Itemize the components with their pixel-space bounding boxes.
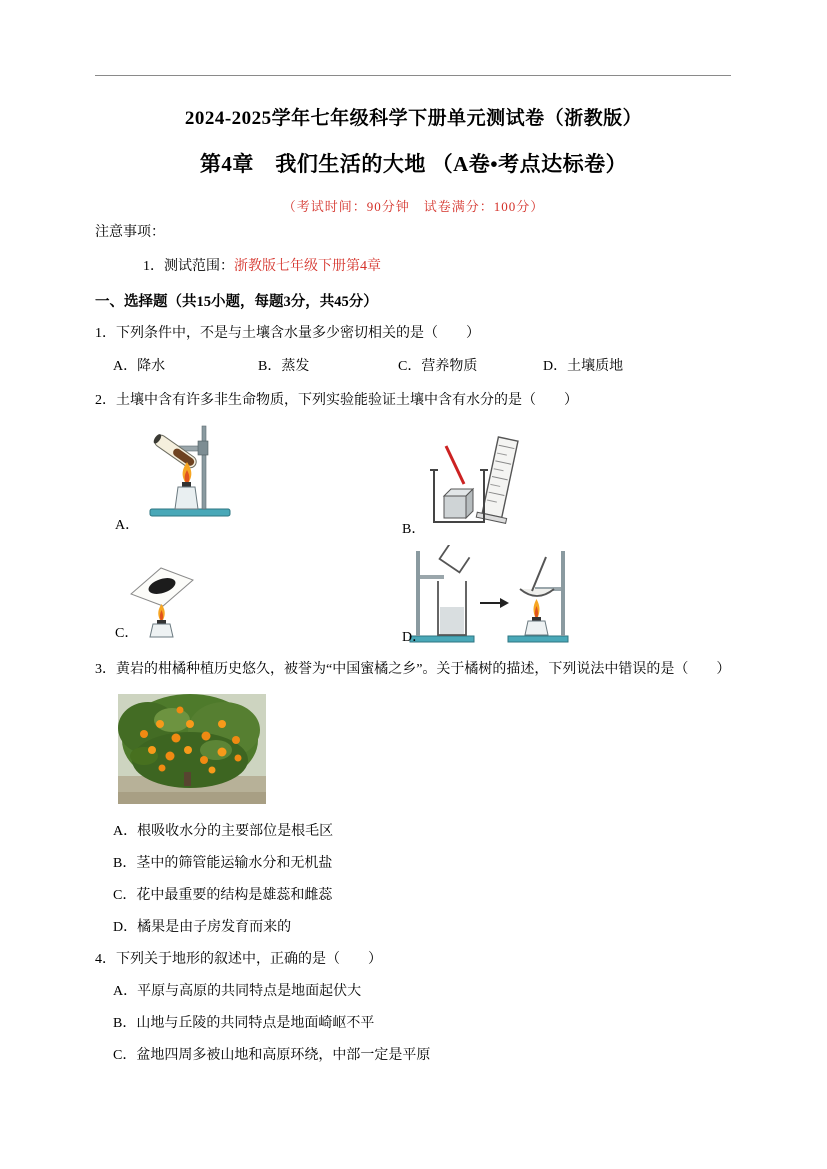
note-item-1 [143, 257, 381, 277]
exam-info: （考试时间：90分钟 试卷满分：100分） [282, 199, 545, 214]
experiment-figure-b [418, 432, 528, 528]
q1-option-b: B．蒸发 [258, 359, 310, 374]
note-item-1-prefix: 1．测试范围： [143, 259, 234, 274]
q3-option-a: A．根吸收水分的主要部位是根毛区 [113, 824, 334, 839]
q1-option-c: C．营养物质 [398, 359, 478, 374]
question-4-text: 4．下列关于地形的叙述中，正确的是（ ） [95, 952, 382, 967]
test-tube-heating-diagram [138, 420, 238, 520]
q4-option-a: A．平原与高原的共同特点是地面起伏大 [113, 984, 362, 999]
question-3-text: 3．黄岩的柑橘种植历史悠久，被誉为“中国蜜橘之乡”。关于橘树的描述，下列说法中错误的是（ ） [95, 662, 731, 677]
header-divider [95, 75, 731, 76]
paper-title: 2024-2025学年七年级科学下册单元测试卷（浙教版） [184, 108, 643, 129]
beaker-cylinder-diagram [418, 432, 528, 528]
notes-heading: 注意事项： [95, 225, 165, 240]
q4-option-b: B．山地与丘陵的共同特点是地面崎岖不平 [113, 1016, 375, 1031]
q1-option-d: D．土壤质地 [543, 359, 624, 374]
question-1-options [113, 357, 623, 377]
note-item-1-highlight: 浙教版七年级下册第4章 [234, 259, 381, 274]
figure-label-c: C． [115, 626, 139, 641]
figure-label-a: A． [115, 518, 140, 533]
experiment-figure-d [404, 545, 574, 645]
figure-label-b: B． [402, 522, 426, 537]
orange-tree-photo [118, 694, 266, 804]
q3-option-b: B．茎中的筛管能运输水分和无机盐 [113, 856, 333, 871]
q3-option-d: D．橘果是由子房发育而来的 [113, 920, 292, 935]
filter-evaporate-diagram [404, 545, 574, 645]
question-1-text: 1．下列条件中，不是与土壤含水量多少密切相关的是（ ） [95, 326, 480, 341]
section-choice-heading: 一、选择题（共15小题，每题3分，共45分） [95, 294, 378, 310]
q4-option-c: C．盆地四周多被山地和高原环绕，中部一定是平原 [113, 1048, 431, 1063]
figure-label-d: D． [402, 630, 427, 645]
q1-option-a: A．降水 [113, 359, 166, 374]
chapter-title: 第4章 我们生活的大地 （A卷•考点达标卷） [199, 152, 628, 176]
experiment-figure-a [138, 420, 238, 520]
q3-option-c: C．花中最重要的结构是雄蕊和雌蕊 [113, 888, 333, 903]
orange-tree-image [118, 694, 266, 804]
question-2-text: 2．土壤中含有许多非生命物质，下列实验能验证土壤中含有水分的是（ ） [95, 393, 578, 408]
